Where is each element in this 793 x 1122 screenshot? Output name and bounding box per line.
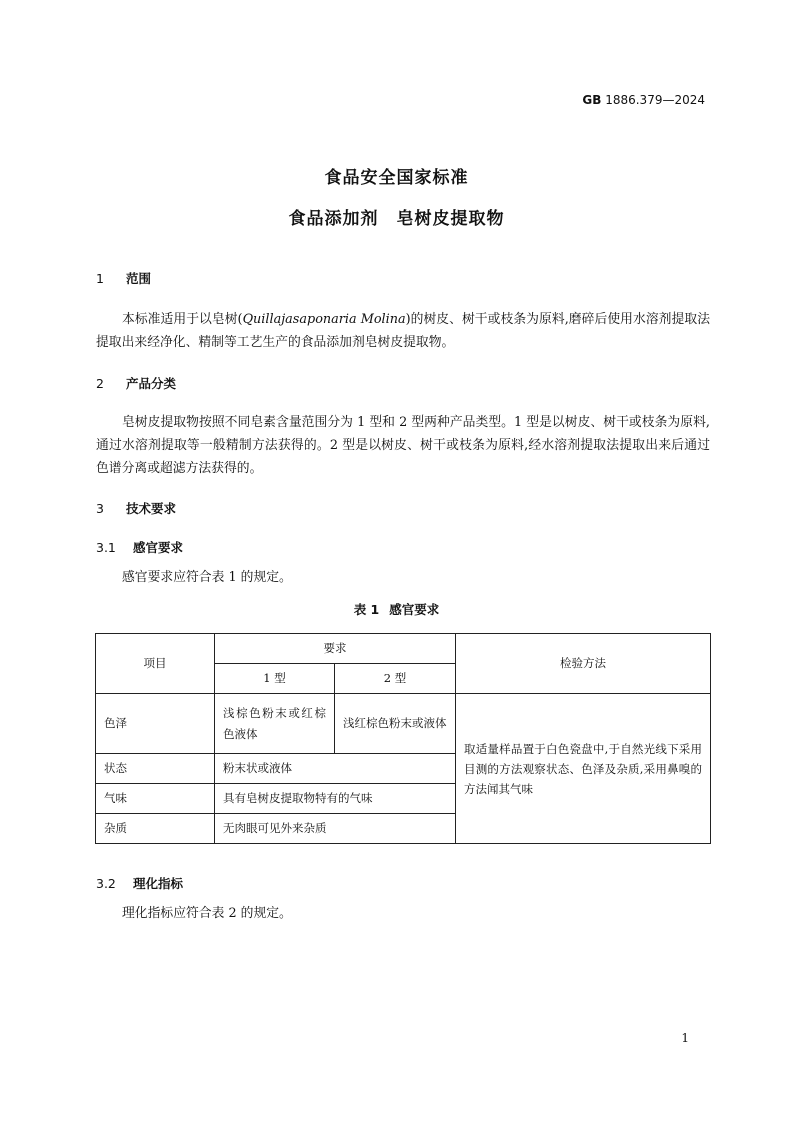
section-3-heading — [96, 499, 176, 517]
section-3-2-number: 3.2 — [96, 876, 116, 891]
header-item: 项目 — [96, 634, 215, 694]
section-2-heading — [96, 374, 176, 392]
row-odor-value: 具有皂树皮提取物特有的气味 — [215, 784, 456, 814]
inspection-method: 取适量样品置于白色瓷盘中,于自然光线下采用目测的方法观察状态、色泽及杂质,采用鼻嗅的方法闻其气味 — [456, 694, 711, 844]
table-1-caption-number: 表 1 — [353, 602, 380, 617]
section-2-number: 2 — [96, 376, 104, 391]
page-number: 1 — [681, 1031, 689, 1045]
section-3-1-heading — [96, 538, 183, 556]
latin-species-name: Quillajasaponaria Molina — [242, 312, 406, 327]
standard-number: 1886.379—2024 — [605, 93, 705, 107]
row-odor-item: 气味 — [96, 784, 215, 814]
row-state-item: 状态 — [96, 754, 215, 784]
row-impurity-item: 杂质 — [96, 814, 215, 844]
section-1-heading — [96, 269, 151, 287]
row-state-value: 粉末状或液体 — [215, 754, 456, 784]
section-3-2-paragraph: 理化指标应符合表 2 的规定。 — [122, 906, 292, 921]
standard-code — [582, 93, 705, 107]
section-3-2-heading — [96, 874, 183, 892]
row-impurity-value: 无肉眼可见外来杂质 — [215, 814, 456, 844]
section-3-2-title: 理化指标 — [133, 876, 184, 891]
section-2-paragraph: 皂树皮提取物按照不同皂素含量范围分为 1 型和 2 型两种产品类型。1 型是以树皮、树干或枝条为原料,通过水溶剂提取等一般精制方法获得的。2 型是以树皮、树干或枝条为原料,经水溶剂提取法提取出来后通过色谱分离或超滤方法获得的。 — [96, 415, 710, 476]
section-3-1-number: 3.1 — [96, 540, 116, 555]
header-type-1: 1 型 — [215, 664, 335, 694]
header-type-2: 2 型 — [335, 664, 456, 694]
section-1-number: 1 — [96, 271, 104, 286]
section-3-title: 技术要求 — [126, 501, 177, 516]
sub-title: 食品添加剂 皂树皮提取物 — [288, 209, 505, 229]
section-2-title: 产品分类 — [126, 376, 177, 391]
table-1-caption-title: 感官要求 — [389, 602, 440, 617]
header-method: 检验方法 — [456, 634, 711, 694]
section-1-title: 范围 — [126, 271, 152, 286]
standard-prefix: GB — [582, 93, 602, 107]
row-color-type-2: 浅红棕色粉末或液体 — [335, 694, 456, 754]
section-3-number: 3 — [96, 501, 104, 516]
main-title: 食品安全国家标准 — [324, 168, 469, 188]
section-3-1-paragraph: 感官要求应符合表 1 的规定。 — [122, 570, 292, 585]
row-color-item: 色泽 — [96, 694, 215, 754]
table-1-caption — [0, 600, 793, 618]
row-color-type-1: 浅棕色粉末或红棕色液体 — [215, 694, 335, 754]
sensory-requirements-table — [95, 633, 711, 844]
section-3-1-title: 感官要求 — [133, 540, 184, 555]
section-1-paragraph: 本标准适用于以皂树(Quillajasaponaria Molina)的树皮、树干或枝条为原料,磨碎后使用水溶剂提取法提取出来经净化、精制等工艺生产的食品添加剂皂树皮提取物。 — [96, 312, 710, 350]
table-row — [96, 694, 711, 754]
header-requirement: 要求 — [215, 634, 456, 664]
